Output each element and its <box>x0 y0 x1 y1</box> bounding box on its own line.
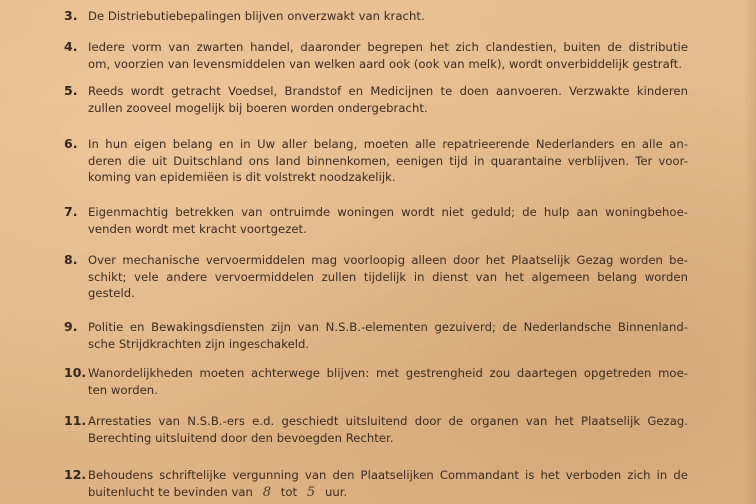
item-line: Behoudens schriftelijke vergunning van den Plaatselijken Commandant is het verboden zich in de <box>88 468 688 482</box>
item-text <box>88 83 688 116</box>
item-line: In hun eigen belang en in Uw aller belang, moeten alle repatrieerende Nederlanders en alle an- <box>88 137 688 151</box>
item-text <box>88 365 688 398</box>
item-line: Politie en Bewakingsdiensten zijn van N.S.B.-elementen gezuiverd; de Nederlandsche Binnenland- <box>88 320 688 334</box>
item-number: 7. <box>64 204 78 219</box>
item-line: venden wordt met kracht voortgezet. <box>88 221 307 236</box>
handwritten-hour-from: 8 <box>262 484 272 500</box>
item-number: 9. <box>64 319 78 334</box>
item-line: gesteld. <box>88 286 135 300</box>
item-number: 12. <box>64 467 87 482</box>
item-number: 10. <box>64 365 87 380</box>
item-line: Eigenmachtig betrekken van ontruimde woningen wordt niet geduld; de hulp aan woningbehoe- <box>88 205 688 219</box>
item-text <box>88 413 688 446</box>
item-line: Arrestaties van N.S.B.-ers e.d. geschiedt uitsluitend door de organen van het Plaatselijk Gezag. <box>88 414 688 428</box>
item-text <box>88 467 688 501</box>
item-number: 8. <box>64 252 78 267</box>
item-line: ten worden. <box>88 382 158 397</box>
item-line: De Distriebutiebepalingen blijven onverzwakt van kracht. <box>88 9 425 23</box>
paper-edge-shadow <box>744 0 756 504</box>
item-line: schikt; vele andere vervoermiddelen zullen tijdelijk in dienst van het algemeen belang worden <box>88 269 688 284</box>
item-line: koming van epidemiëen is dit volstrekt noodzakelijk. <box>88 170 396 184</box>
item-text <box>88 8 688 25</box>
item-line: sche Strijdkrachten zijn ingeschakeld. <box>88 336 310 351</box>
item-text <box>88 39 688 72</box>
item-line: Over mechanische vervoermiddelen mag voorloopig alleen door het Plaatselijk Gezag worden be- <box>88 253 688 267</box>
item-line: Wanordelijkheden moeten achterwege blijven: met gestrengheid zou daartegen opgetreden moe- <box>88 366 688 380</box>
curfew-text-middle: tot <box>280 484 298 499</box>
item-line: Berechting uitsluitend door den bevoegden Rechter. <box>88 430 394 445</box>
item-number: 11. <box>64 413 87 428</box>
item-number: 4. <box>64 39 78 54</box>
handwritten-hour-to: 5 <box>306 484 316 500</box>
curfew-text-before: buitenlucht te bevinden van <box>88 484 253 499</box>
item-line: Iedere vorm van zwarten handel, daaronder begrepen het zich clandestien, buiten de distributie <box>88 40 688 54</box>
item-line-curfew <box>88 484 688 502</box>
item-line: om, voorzien van levensmiddelen van welken aard ook (ook van melk), wordt onverbiddelijk gestraft. <box>88 56 682 71</box>
item-line: deren die uit Duitschland ons land binnenkomen, eenigen tijd in quarantaine verblijven. Ter voor- <box>88 153 688 168</box>
item-text <box>88 319 688 352</box>
item-text <box>88 136 688 186</box>
item-text <box>88 252 688 302</box>
curfew-text-after: uur. <box>324 484 348 499</box>
item-number: 5. <box>64 83 78 98</box>
item-line: zullen zooveel mogelijk bij boeren worden ondergebracht. <box>88 100 428 115</box>
item-number: 6. <box>64 136 78 151</box>
item-number: 3. <box>64 8 78 23</box>
item-line: Reeds wordt getracht Voedsel, Brandstof en Medicijnen te doen aanvoeren. Verzwakte kinderen <box>88 84 688 98</box>
item-text <box>88 204 688 237</box>
